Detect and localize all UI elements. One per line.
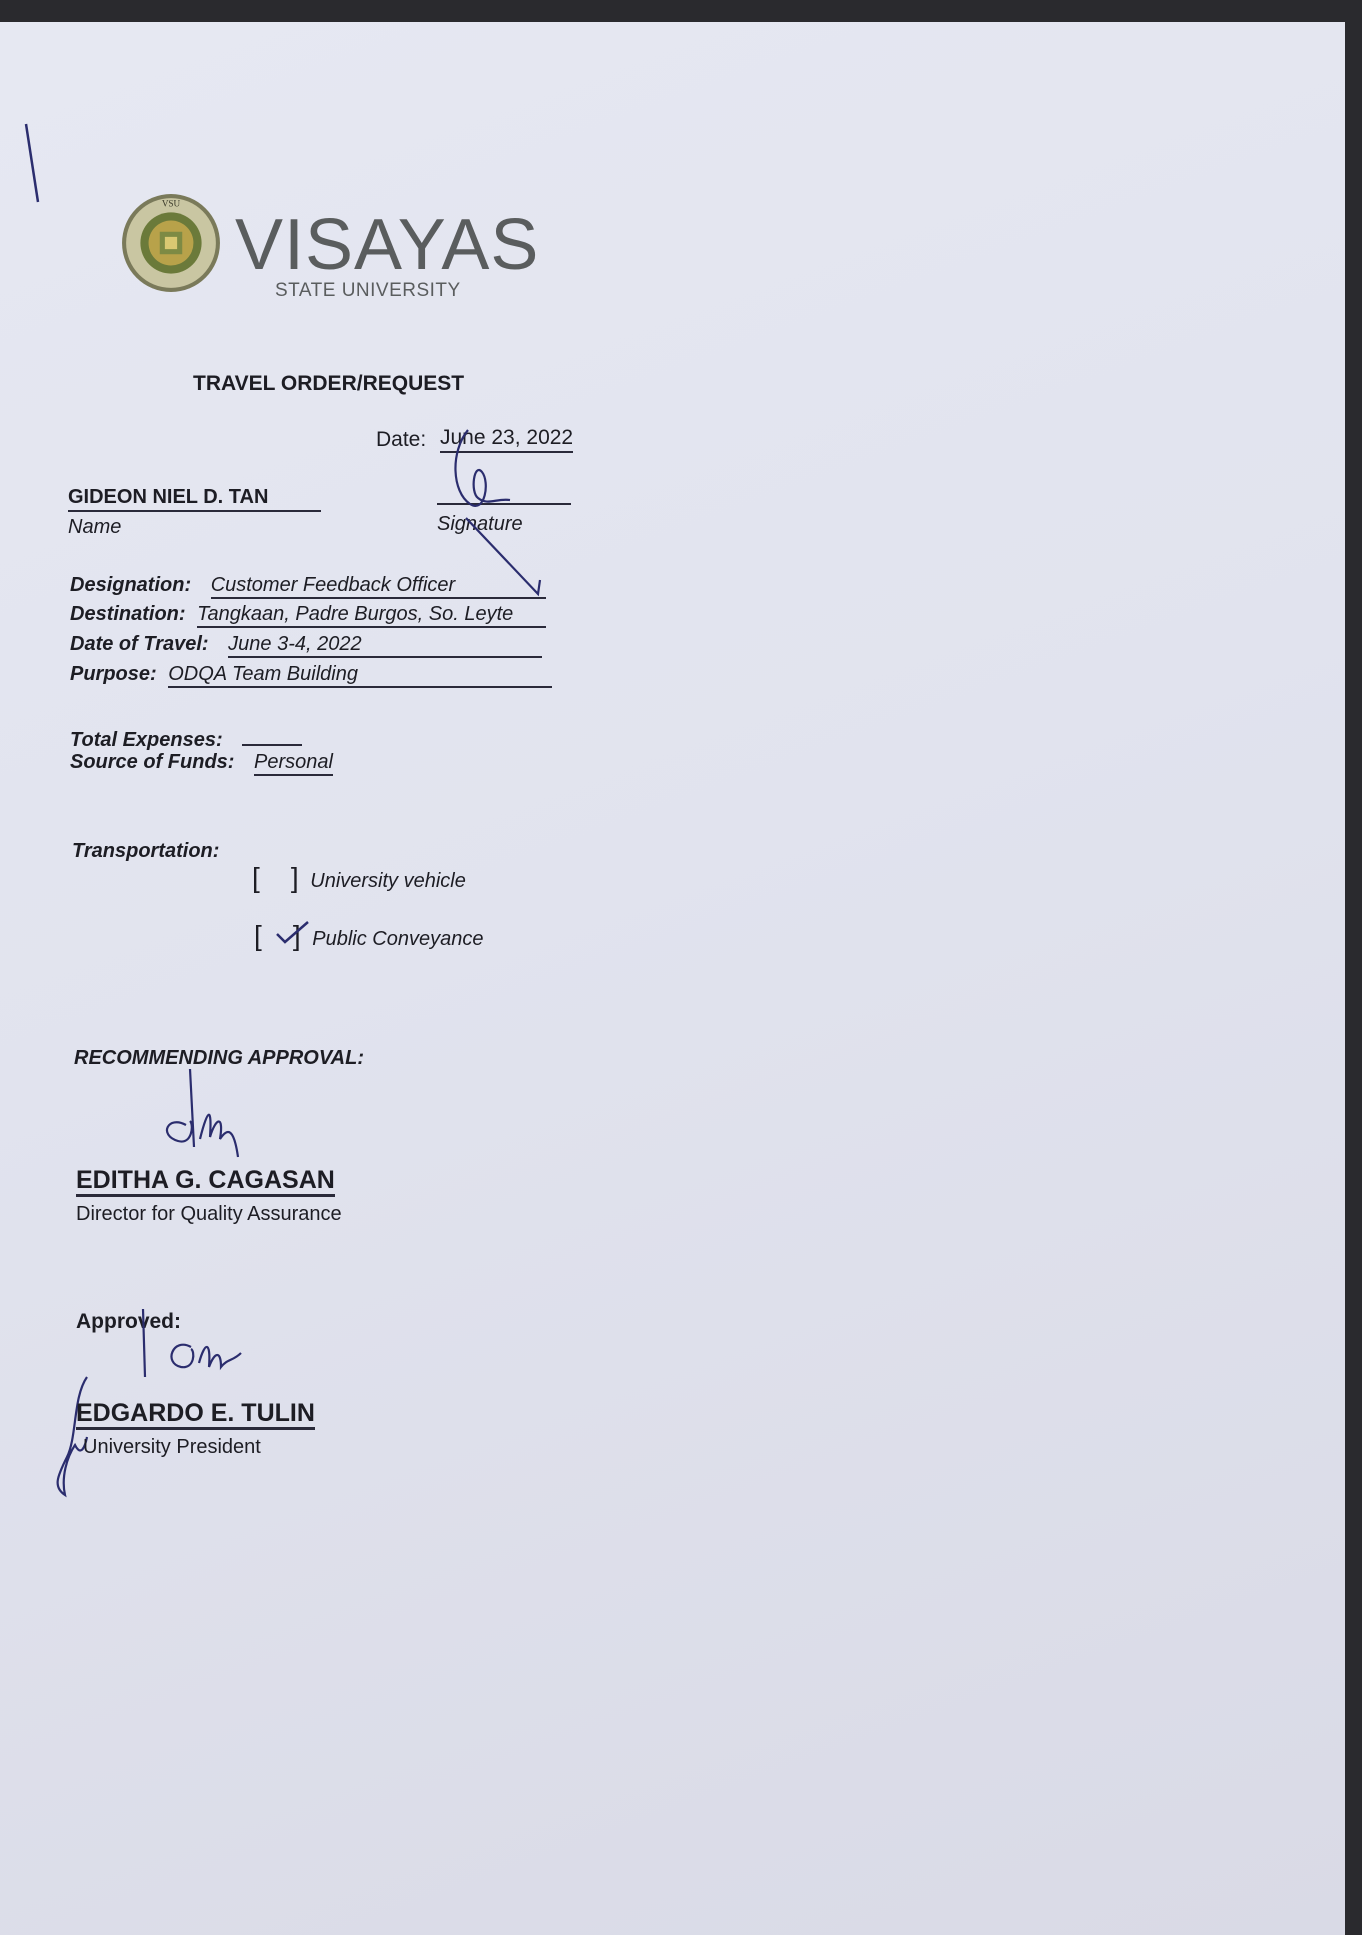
source-of-funds-value: Personal [254, 751, 333, 776]
recommender-block [76, 1166, 335, 1195]
purpose-value: ODQA Team Building [168, 663, 552, 688]
total-expenses-blank [242, 722, 302, 746]
svg-text:VSU: VSU [161, 198, 181, 209]
source-of-funds-row [70, 751, 333, 776]
designation-label: Designation: [70, 574, 192, 596]
signature-label: Signature [437, 513, 523, 535]
date-of-travel-value: June 3-4, 2022 [228, 633, 542, 658]
university-seal-icon [120, 192, 222, 294]
pen-mark [22, 122, 42, 212]
transport-option-label: Public Conveyance [312, 928, 484, 950]
approver-block [76, 1399, 315, 1428]
transport-option-label: University vehicle [310, 870, 466, 892]
recommender-name: EDITHA G. CAGASAN [76, 1166, 335, 1197]
requester-name: GIDEON NIEL D. TAN [68, 486, 321, 512]
document-page [0, 22, 1345, 1935]
requester-signature [430, 422, 560, 592]
transportation-label-text: Transportation: [72, 840, 220, 862]
designation-value: Customer Feedback Officer [211, 574, 546, 599]
designation-row [70, 574, 546, 599]
approver-name: EDGARDO E. TULIN [76, 1399, 315, 1430]
total-expenses-label: Total Expenses: [70, 729, 223, 751]
name-label: Name [68, 516, 122, 538]
check-mark-icon [274, 918, 314, 948]
document-title: TRAVEL ORDER/REQUEST [193, 372, 465, 395]
checkbox-empty[interactable]: [ ] [252, 862, 299, 893]
transportation-label [72, 840, 219, 863]
date-value: June 23, 2022 [440, 426, 573, 453]
checkbox-checked[interactable]: [ ] [254, 920, 301, 951]
date-of-travel-row [70, 633, 542, 658]
letterhead-subname: STATE UNIVERSITY [275, 280, 461, 301]
recommending-approval-label: RECOMMENDING APPROVAL: [74, 1047, 364, 1069]
purpose-label: Purpose: [70, 663, 157, 685]
approved-label: Approved: [76, 1310, 181, 1333]
recommender-signature [150, 1067, 250, 1167]
total-expenses-row [70, 722, 302, 752]
letterhead-name: VISAYAS [235, 205, 540, 285]
destination-label: Destination: [70, 603, 186, 625]
date-of-travel-label: Date of Travel: [70, 633, 209, 655]
destination-row [70, 603, 546, 628]
purpose-row [70, 663, 552, 688]
source-of-funds-label: Source of Funds: [70, 751, 235, 773]
recommender-title: Director for Quality Assurance [76, 1203, 342, 1225]
transport-option-university-vehicle[interactable] [252, 862, 466, 894]
approver-title: University President [83, 1436, 261, 1458]
destination-value: Tangkaan, Padre Burgos, So. Leyte [197, 603, 546, 628]
date-label: Date: [376, 428, 427, 451]
